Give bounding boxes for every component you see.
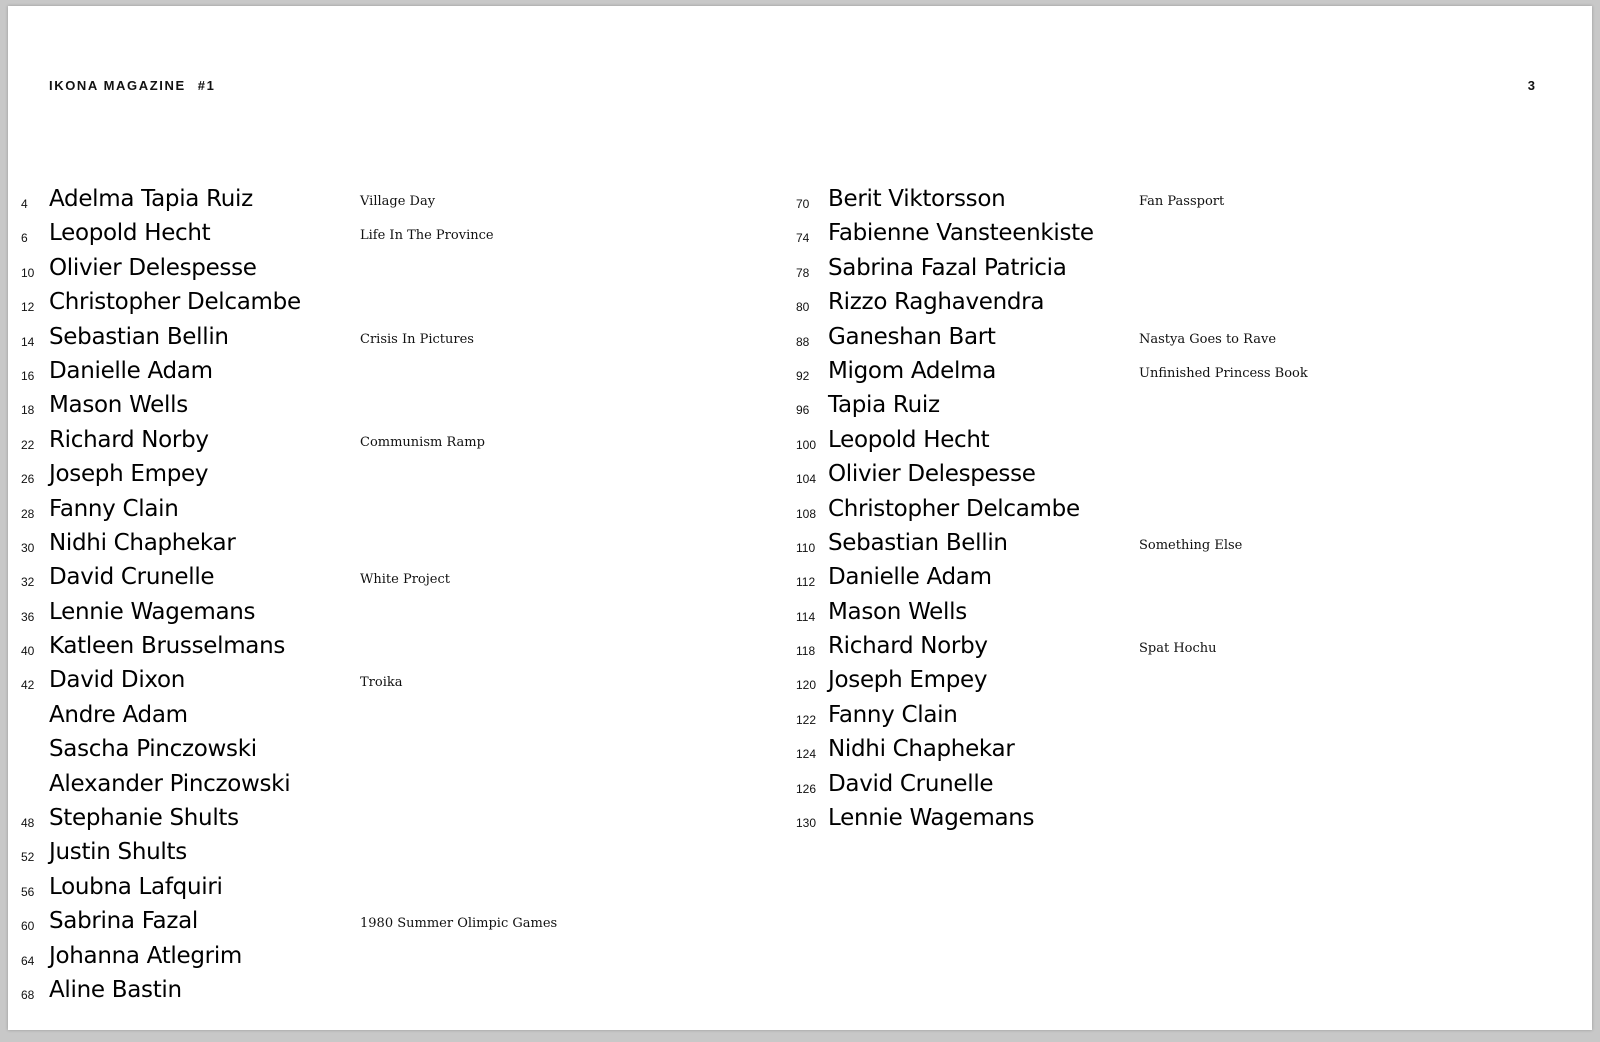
contents-entry [787,496,1577,530]
entry-page-number: 6 [21,231,28,246]
contents-entry [787,358,1577,392]
entry-author-name: Loubna Lafquiri [49,873,223,900]
entry-author-name: Lennie Wagemans [49,598,256,625]
entry-page-number: 74 [796,231,810,246]
entry-author-name: Alexander Pinczowski [49,770,291,797]
entry-page-number: 52 [21,850,35,865]
entry-story-title: Communism Ramp [360,434,485,450]
contents-entry [8,324,798,358]
entry-story-title: Fan Passport [1139,194,1225,209]
contents-entry [8,977,798,1011]
contents-entry [8,839,798,873]
contents-entry [787,564,1577,598]
entry-author-name: Berit Viktorsson [828,186,1006,212]
entry-page-number [8,782,49,796]
entry-page-number: 108 [796,506,817,521]
contents-entry [8,496,798,530]
entry-page-number: 110 [796,540,816,555]
contents-entry [787,805,1577,839]
contents-entry [8,702,798,736]
entry-page-number: 92 [796,368,810,383]
entry-page-number: 4 [21,197,28,211]
entry-author-name: Stephanie Shults [49,805,239,832]
entry-page-number: 126 [796,781,817,796]
entry-author-name: Mason Wells [828,598,967,625]
entry-page-number: 114 [796,609,816,624]
contents-entry [787,702,1577,736]
contents-entry [787,324,1577,358]
entry-author-name: Justin Shults [49,839,187,866]
entry-story-title: Village Day [360,194,436,209]
contents-entry [8,943,798,977]
entry-page-number: 130 [796,816,817,831]
entry-page-number: 100 [796,437,817,452]
contents-entry [8,289,798,323]
contents-entry [787,255,1577,289]
entry-page-number: 120 [796,678,817,693]
contents-entry [787,427,1577,461]
contents-entry [8,667,798,701]
entry-page-number: 118 [796,644,816,659]
contents-entry [8,633,798,667]
contents-entry [8,771,798,805]
entry-author-name: Fanny Clain [49,495,179,522]
contents-entry [8,358,798,392]
entry-page-number: 78 [796,265,810,280]
entry-author-name: Sebastian Bellin [828,529,1008,556]
contents-entry [787,220,1577,254]
entry-page-number: 64 [21,953,35,968]
entry-page-number: 14 [21,334,35,349]
entry-author-name: Andre Adam [49,701,188,728]
entry-page-number: 48 [21,816,35,831]
entry-author-name: Migom Adelma [828,357,996,384]
entry-page-number: 32 [21,575,35,590]
entry-story-title: Troika [360,675,403,691]
entry-author-name: Leopold Hecht [49,220,211,247]
entry-author-name: Joseph Empey [828,667,988,694]
entry-author-name: Fabienne Vansteenkiste [828,220,1094,247]
contents-column-left [8,186,798,1011]
entry-author-name: David Crunelle [828,770,994,797]
entry-story-title: Something Else [1139,537,1243,553]
issue-number: #1 [197,78,216,93]
entry-page-number: 10 [21,265,35,280]
entry-author-name: David Dixon [49,667,186,694]
contents-entry [787,186,1577,220]
contents-entry [787,599,1577,633]
entry-story-title: Crisis In Pictures [360,331,474,347]
entry-page-number: 88 [796,334,810,349]
entry-author-name: Ganeshan Bart [828,323,996,350]
contents-entry [8,186,798,220]
contents-entry [8,220,798,254]
entry-page-number: 36 [21,609,35,624]
entry-page-number: 104 [796,472,817,487]
entry-page-number [8,713,49,727]
entry-story-title: 1980 Summer Olimpic Games [360,916,558,932]
entry-author-name: Olivier Delespesse [828,461,1036,488]
entry-author-name: Joseph Empey [49,461,209,488]
entry-author-name: Christopher Delcambe [828,495,1080,522]
entry-story-title: Life In The Province [360,228,494,244]
contents-entry [8,908,798,942]
entry-author-name: Sascha Pinczowski [49,736,257,763]
contents-entry [8,599,798,633]
entry-author-name: Richard Norby [49,426,209,453]
entry-author-name: Fanny Clain [828,701,958,728]
entry-page-number: 80 [796,300,810,315]
entry-author-name: Sabrina Fazal Patricia [828,254,1067,281]
contents-entry [8,461,798,495]
entry-page-number: 122 [796,712,817,727]
entry-page-number: 112 [796,575,816,590]
entry-author-name: Adelma Tapia Ruiz [49,186,253,212]
contents-entry [787,461,1577,495]
entry-page-number [8,747,49,761]
entry-page-number: 42 [21,678,35,693]
entry-page-number: 60 [21,919,35,934]
contents-entry [787,392,1577,426]
running-header [49,78,215,93]
entry-author-name: Lennie Wagemans [828,805,1035,832]
contents-entry [8,564,798,598]
entry-page-number: 70 [796,197,810,211]
entry-page-number: 26 [21,472,35,487]
entry-author-name: Sabrina Fazal [49,908,198,935]
contents-entry [787,771,1577,805]
entry-author-name: Leopold Hecht [828,426,990,453]
entry-author-name: Nidhi Chaphekar [49,529,236,556]
magazine-name: IKONA MAGAZINE [49,78,186,93]
contents-entry [8,392,798,426]
entry-author-name: Rizzo Raghavendra [828,289,1045,316]
entry-story-title: Nastya Goes to Rave [1139,331,1277,347]
entry-author-name: Mason Wells [49,392,188,419]
entry-author-name: Tapia Ruiz [828,392,940,419]
entry-author-name: Nidhi Chaphekar [828,736,1015,763]
contents-entry [8,255,798,289]
entry-page-number: 40 [21,644,35,659]
entry-page-number: 68 [21,987,35,1002]
page-number: 3 [1527,78,1535,93]
contents-entry [787,736,1577,770]
contents-entry [8,736,798,770]
entry-page-number: 16 [21,368,35,383]
entry-author-name: Danielle Adam [828,564,992,591]
contents-entry [787,289,1577,323]
contents-entry [8,805,798,839]
entry-story-title: Unfinished Princess Book [1139,365,1308,381]
entry-story-title: White Project [360,572,450,588]
contents-column-right [787,186,1577,839]
entry-page-number: 12 [21,300,35,315]
entry-page-number: 28 [21,506,35,521]
entry-author-name: Olivier Delespesse [49,254,257,281]
entry-page-number: 18 [21,403,35,418]
contents-entry [787,633,1577,667]
entry-page-number: 56 [21,884,35,899]
contents-entry [787,667,1577,701]
entry-author-name: Johanna Atlegrim [49,942,243,969]
entry-page-number: 96 [796,403,810,418]
entry-page-number: 30 [21,540,35,555]
entry-page-number: 124 [796,747,817,762]
entry-story-title: Spat Hochu [1139,641,1217,657]
contents-entry [8,530,798,564]
document-page [8,6,1592,1030]
entry-page-number: 22 [21,437,35,452]
entry-author-name: David Crunelle [49,564,215,591]
entry-author-name: Danielle Adam [49,357,213,384]
contents-entry [8,874,798,908]
entry-author-name: Richard Norby [828,633,988,660]
entry-author-name: Sebastian Bellin [49,323,229,350]
entry-author-name: Katleen Brusselmans [49,633,286,660]
entry-author-name: Christopher Delcambe [49,289,301,316]
contents-entry [8,427,798,461]
contents-entry [787,530,1577,564]
entry-author-name: Aline Bastin [49,976,182,1003]
